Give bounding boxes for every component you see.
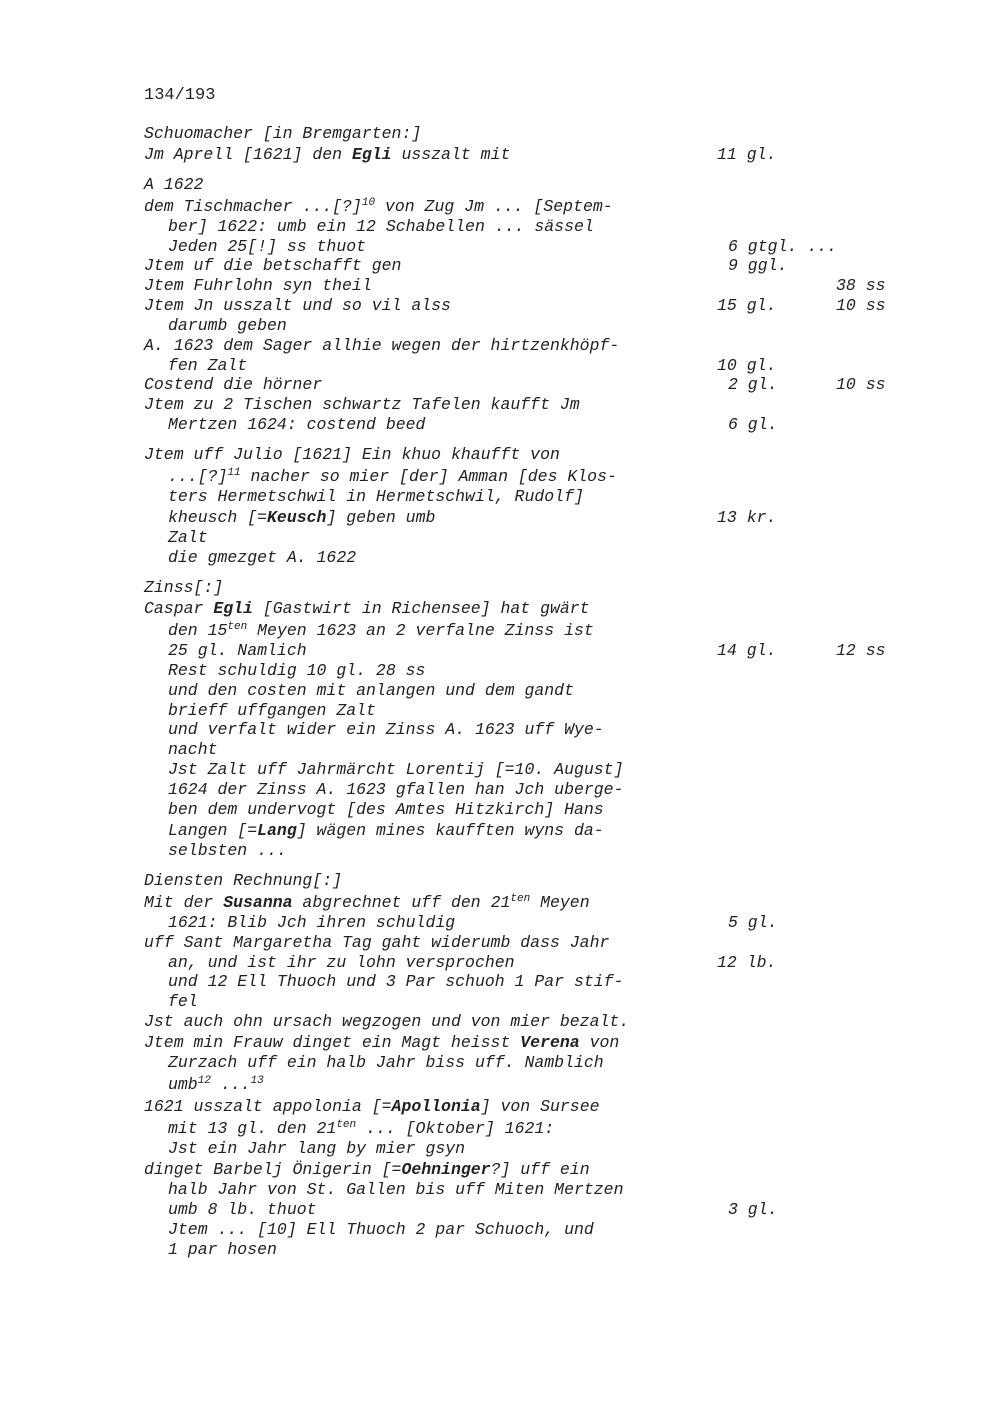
ledger-line [0,1075,1000,1095]
ledger-line [0,780,1000,800]
entry-text: Costend die hörner [144,375,323,394]
ledger-line [0,336,1000,356]
ledger-line [0,1119,1000,1139]
ledger-line [0,1220,1000,1240]
entry-text: darumb geben [168,316,287,335]
entry-text: Jst auch ohn ursach wegzogen und von mier bezalt. [144,1012,630,1031]
entry-text: Jtem zu 2 Tischen schwartz Tafelen kaufft Jm [144,395,580,414]
ledger-line [0,395,1000,415]
ledger-line [0,296,1000,316]
ledger-line [0,578,1000,598]
entry-text: halb Jahr von St. Gallen bis uff Miten Mertzen [168,1180,624,1199]
entry-text: dem Tischmacher ...[?]$^{10}$ von Zug Jm ... [Septem- [144,197,613,216]
amount-primary: 15 gl. [717,296,777,315]
ledger-line [0,145,1000,165]
entry-text: selbsten ... [168,841,287,860]
entry-text: Zalt [168,528,208,547]
amount-secondary: 12 ss [836,641,886,660]
entry-text: Caspar Egli [Gastwirt in Richensee] hat gwärt [144,599,590,618]
ledger-line [0,800,1000,820]
ledger-line [0,1240,1000,1260]
amount-primary: 6 gl. [728,415,778,434]
ledger-line [0,1139,1000,1159]
ledger-line [0,933,1000,953]
ledger-line [0,1180,1000,1200]
amount-primary: 9 ggl. [728,256,788,275]
ledger-line [0,720,1000,740]
ledger-line [0,487,1000,507]
ledger-line [0,445,1000,465]
entry-text: Jtem Fuhrlohn syn theil [144,276,372,295]
amount-primary: 13 kr. [717,508,777,527]
ledger-line [0,701,1000,721]
ledger-line [0,953,1000,973]
entry-text: 1621 usszalt appolonia [=Apollonia] von Sursee [144,1097,600,1116]
amount-secondary: 10 ss [836,296,886,315]
entry-text: Jst Zalt uff Jahrmärcht Lorentij [=10. August] [168,760,624,779]
amount-primary: 14 gl. [717,641,777,660]
entry-text: umb 8 lb. thuot [168,1200,317,1219]
entry-text: Mit der Susanna abgrechnet uff den $21^{ten}$ Meyen [144,893,590,912]
entry-text: und 12 Ell Thuoch und 3 Par schuoh 1 Par stif- [168,972,624,991]
ledger-line [0,871,1000,891]
entry-text: die gmezget A. 1622 [168,548,357,567]
ledger-line [0,415,1000,435]
ledger-line [0,661,1000,681]
entry-text: kheusch [=Keusch] geben umb [168,508,436,527]
ledger-line [0,375,1000,395]
ledger-line [0,740,1000,760]
amount-secondary: 10 ss [836,375,886,394]
entry-text: Schuomacher [in Bremgarten:] [144,124,422,143]
ledger-line [0,621,1000,641]
entry-text: Rest schuldig 10 gl. 28 ss [168,661,426,680]
ledger-line [0,217,1000,237]
amount-primary: 11 gl. [717,145,777,164]
ledger-line [0,641,1000,661]
ledger-line [0,893,1000,913]
entry-text: den $15^{ten}$ Meyen 1623 an 2 verfalne Zinss ist [168,621,594,640]
entry-text: Jm Aprell [1621] den Egli usszalt mit [144,145,511,164]
entry-text: und verfalt wider ein Zinss A. 1623 uff Wye- [168,720,604,739]
entry-text: Jtem min Frauw dinget ein Magt heisst Verena von [144,1033,620,1052]
entry-text: ber] 1622: umb ein 12 Schabellen ... sässel [168,217,594,236]
entry-text: umb$^{12}$ ...$^{13}$ [168,1075,264,1094]
entry-text: 1624 der Zinss A. 1623 gfallen han Jch uberge- [168,780,624,799]
ledger-line [0,972,1000,992]
entry-text: ...[?]$^{11}$ nacher so mier [der] Amman [des Klos- [168,467,617,486]
ledger-line [0,760,1000,780]
ledger-line [0,508,1000,528]
amount-primary: 3 gl. [728,1200,778,1219]
entry-text: 1 par hosen [168,1240,277,1259]
entry-text: fen Zalt [168,356,248,375]
entry-text: an, und ist ihr zu lohn versprochen [168,953,515,972]
ledger-line [0,316,1000,336]
entry-text: Jtem uf die betschafft gen [144,256,402,275]
entry-text: Zinss[:] [144,578,224,597]
ledger-line [0,1097,1000,1117]
amount-secondary: 38 ss [836,276,886,295]
ledger-line [0,599,1000,619]
entry-text: 1621: Blib Jch ihren schuldig [168,913,456,932]
entry-text: ben dem undervogt [des Amtes Hitzkirch] Hans [168,800,604,819]
entry-text: Jtem uff Julio [1621] Ein khuo khaufft von [144,445,560,464]
entry-text: ters Hermetschwil in Hermetschwil, Rudolf] [168,487,584,506]
ledger-line [0,1200,1000,1220]
ledger-line [0,467,1000,487]
entry-text: Langen [=Lang] wägen mines kaufften wyns da- [168,821,604,840]
ledger-line [0,1053,1000,1073]
entry-text: Zurzach uff ein halb Jahr biss uff. Namblich [168,1053,604,1072]
ledger-line [0,992,1000,1012]
ledger-line [0,548,1000,568]
ledger-line [0,681,1000,701]
entry-text: uff Sant Margaretha Tag gaht widerumb dass Jahr [144,933,610,952]
entry-text: A. 1623 dem Sager allhie wegen der hirtzenkhöpf- [144,336,620,355]
entry-text: Jtem Jn usszalt und so vil alss [144,296,451,315]
entry-text: Jtem ... [10] Ell Thuoch 2 par Schuoch, und [168,1220,594,1239]
ledger-line [0,1160,1000,1180]
amount-primary: 2 gl. [728,375,778,394]
page-number: 134/193 [144,86,216,105]
entry-text: dinget Barbelj Önigerin [=Oehninger?] uff ein [144,1160,590,1179]
entry-text: 25 gl. Namlich [168,641,307,660]
ledger-line [0,124,1000,144]
ledger-line [0,1012,1000,1032]
ledger-line [0,913,1000,933]
ledger-line [0,256,1000,276]
ledger-line [0,528,1000,548]
amount-primary: 12 lb. [717,953,777,972]
entry-text: nacht [168,740,218,759]
ledger-line [0,1033,1000,1053]
entry-text: A 1622 [144,175,204,194]
ledger-line [0,841,1000,861]
entry-text: brieff uffgangen Zalt [168,701,376,720]
entry-text: und den costen mit anlangen und dem gandt [168,681,574,700]
entry-text: Jst ein Jahr lang by mier gsyn [168,1139,466,1158]
amount-primary: 10 gl. [717,356,777,375]
amount-primary: 6 gtgl. ... [728,237,837,256]
entry-text: Diensten Rechnung[:] [144,871,343,890]
entry-text: Mertzen 1624: costend beed [168,415,426,434]
ledger-line [0,237,1000,257]
ledger-line [0,175,1000,195]
amount-primary: 5 gl. [728,913,778,932]
ledger-line [0,276,1000,296]
ledger-line [0,356,1000,376]
entry-text: mit 13 gl. den $21^{ten}$ ... [Oktober] 1621: [168,1119,555,1138]
ledger-line [0,821,1000,841]
ledger-line [0,197,1000,217]
entry-text: Jeden 25[!] ss thuot [168,237,367,256]
entry-text: fel [168,992,198,1011]
